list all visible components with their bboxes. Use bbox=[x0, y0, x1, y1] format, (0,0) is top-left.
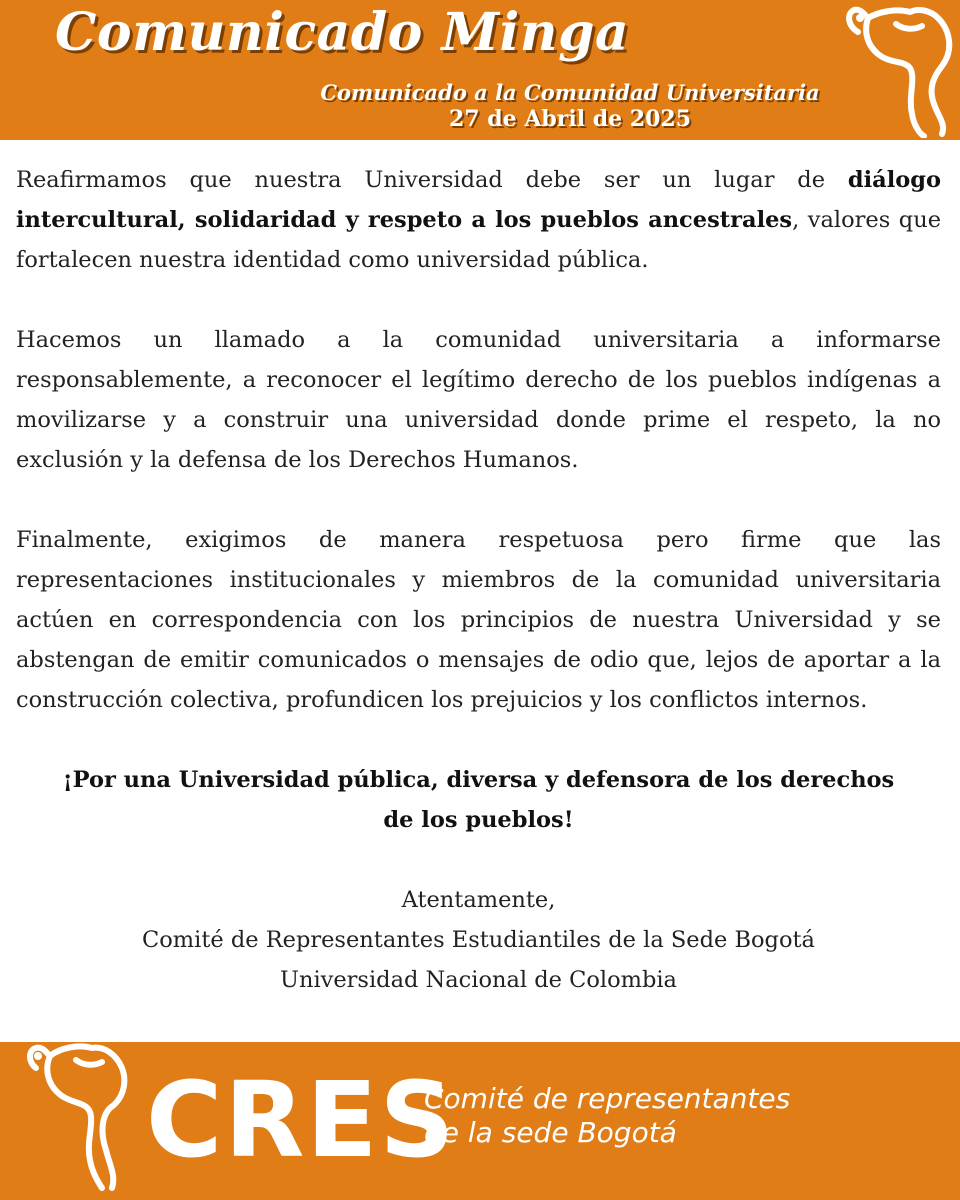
jaguar-map-outline-icon bbox=[22, 1042, 132, 1192]
footer-banner bbox=[0, 1042, 960, 1200]
tagline-line-2: de la sede Bogotá bbox=[424, 1116, 677, 1149]
tagline-line-1: Comité de representantes bbox=[424, 1082, 791, 1115]
slogan: ¡Por una Universidad pública, diversa y defensora de los derechos de los pueblos! bbox=[62, 767, 895, 833]
page-subtitle: Comunicado a la Comunidad Universitaria bbox=[320, 80, 820, 105]
paragraph-3: Finalmente, exigimos de manera respetuosa pero firme que las representaciones institucionales y miembros de la comunidad universitaria actúen en correspondencia con los principios de nuestra Universidad y se abstengan de emitir comunicados o mensajes de odio que, lejos de aportar a la construcción colectiva, profundicen los prejuicios y los conflictos internos. bbox=[16, 527, 941, 713]
publication-date: 27 de Abril de 2025 bbox=[449, 106, 691, 132]
header-banner bbox=[0, 0, 960, 140]
communique-body bbox=[16, 160, 941, 1000]
brand-tagline bbox=[424, 1082, 790, 1150]
brand-logo-text: CRES bbox=[146, 1059, 457, 1181]
paragraph-1 bbox=[16, 160, 941, 280]
signer: Comité de Representantes Estudiantiles de la Sede Bogotá bbox=[142, 927, 815, 953]
paragraph-1-lead: Reafirmamos que nuestra Universidad debe ser un lugar de bbox=[16, 167, 848, 193]
closing: Atentamente, bbox=[401, 887, 556, 913]
jaguar-map-outline-icon bbox=[838, 4, 958, 138]
page-title: Comunicado Minga bbox=[55, 2, 630, 63]
paragraph-2: Hacemos un llamado a la comunidad universitaria a informarse responsablemente, a reconocer el legítimo derecho de los pueblos indígenas a movilizarse y a construir una universidad donde prime el respeto, la no exclusión y la defensa de los Derechos Humanos. bbox=[16, 327, 941, 473]
paragraph-1-emphasis: diálogo intercultural, solidaridad y respeto a los pueblos ancestrales bbox=[16, 167, 941, 233]
paragraph-1-tail: , valores que fortalecen nuestra identidad como universidad pública. bbox=[16, 207, 942, 273]
institution: Universidad Nacional de Colombia bbox=[280, 967, 677, 993]
